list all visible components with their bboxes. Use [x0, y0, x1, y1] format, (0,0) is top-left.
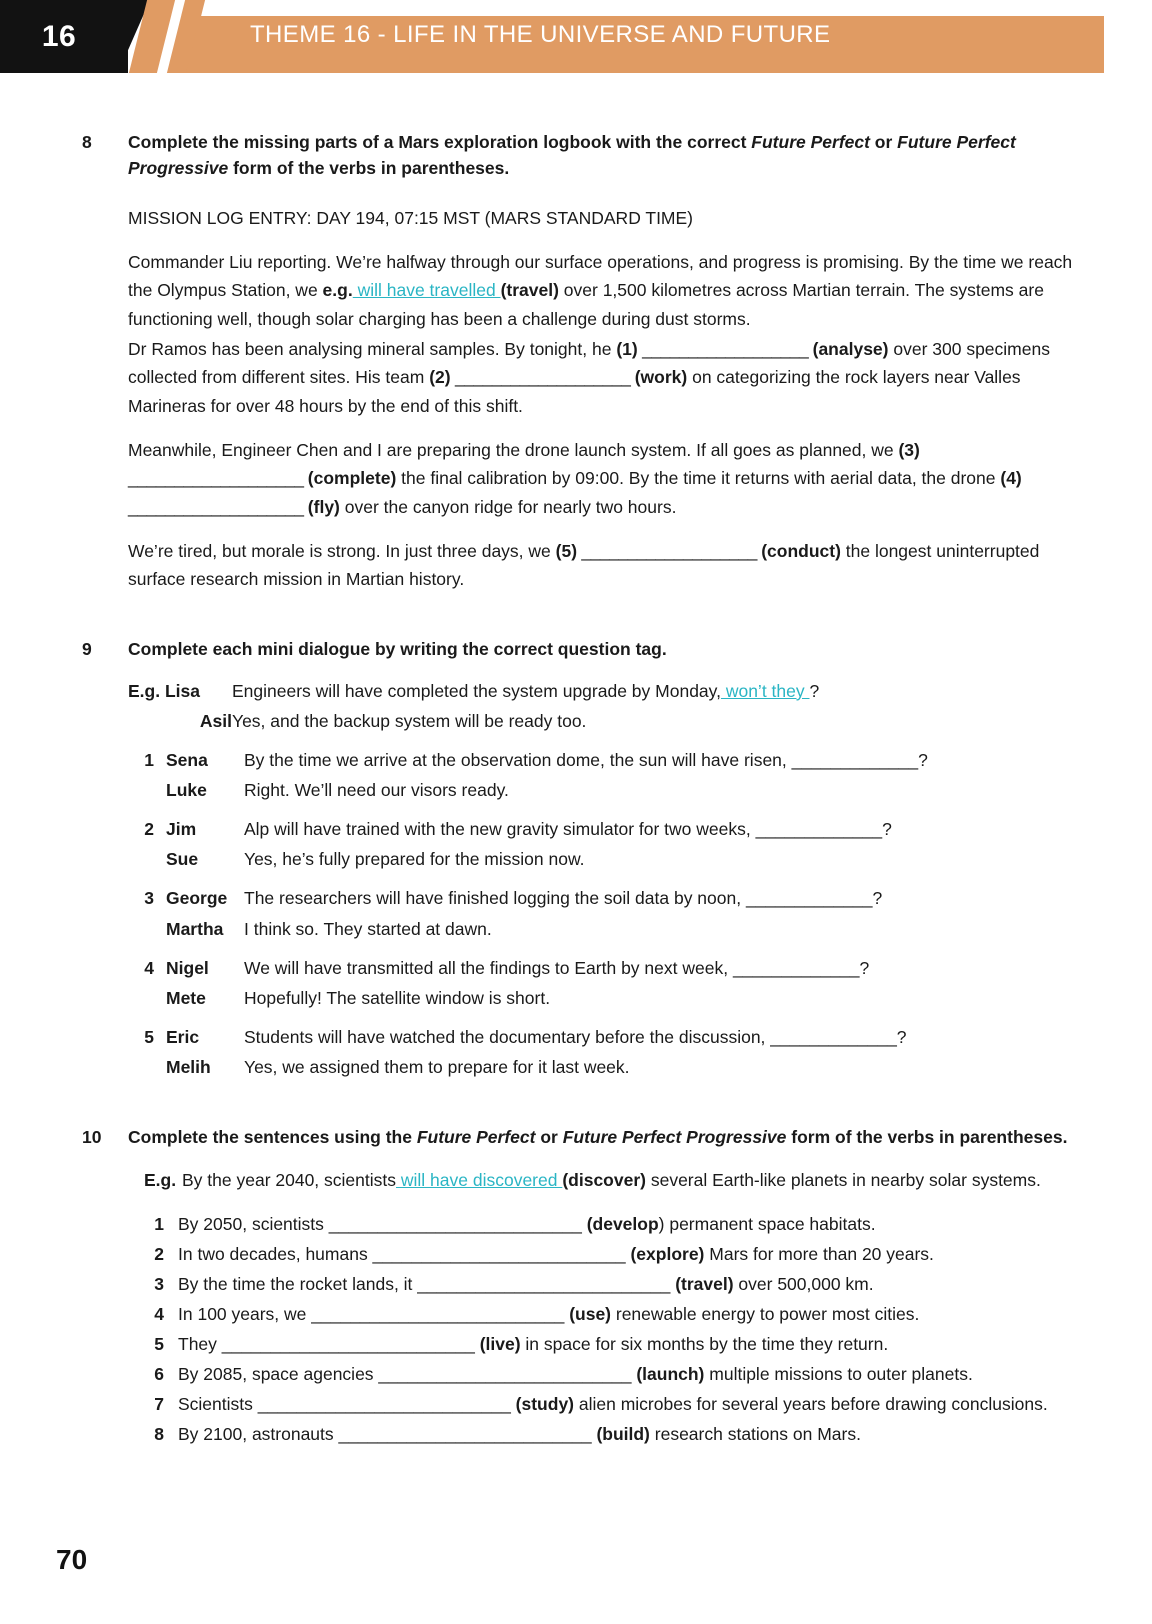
ex10-item-7-number: 7: [154, 1394, 164, 1415]
ex10-item-4-number: 4: [154, 1303, 164, 1324]
ex10-item-1-number: 1: [154, 1213, 164, 1234]
p4-verb-5: (conduct): [761, 540, 841, 561]
ex10-item-1-verb: (develop: [586, 1213, 659, 1234]
ex10-item-3-b: over 500,000 km.: [733, 1273, 874, 1294]
p2-item-1-number: (1): [616, 338, 638, 359]
dialogue-item-4-text-2: Hopefully! The satellite window is short.: [244, 987, 551, 1008]
dialogue-item-2-text-2: Yes, he’s fully prepared for the mission now.: [244, 849, 585, 870]
ex10-eg-a: By the year 2040, scientists: [182, 1170, 396, 1191]
ex10-item-6-number: 6: [154, 1364, 164, 1385]
exercise-10-body: [128, 1166, 1096, 1449]
eg-speaker-2: Asil: [199, 710, 232, 731]
ex10-instr-part2: form of the verbs in parentheses.: [786, 1127, 1068, 1147]
ex10-item-5-verb: (live): [479, 1333, 521, 1354]
ex10-item-7-verb: (study): [515, 1394, 574, 1415]
ex10-instr-italic1: Future Perfect: [416, 1127, 536, 1147]
ex10-item-3-number: 3: [154, 1273, 164, 1294]
dialogue-item-5-number: 5: [144, 1026, 154, 1047]
exercise-9: [82, 636, 1096, 1082]
ex10-item-5-text[interactable]: [178, 1329, 1096, 1359]
ex10-item-8: [128, 1419, 1096, 1449]
ex10-item-1-text[interactable]: [178, 1209, 1096, 1239]
dialogue-item-3-text-2: I think so. They started at dawn.: [244, 918, 492, 939]
dialogue-item-2-line-2: [128, 844, 1096, 874]
ex10-item-1-b: ) permanent space habitats.: [658, 1213, 876, 1234]
p1-example-answer: will have travelled: [352, 280, 501, 301]
ex10-item-7: [128, 1389, 1096, 1419]
ex10-item-3-a: By the time the rocket lands, it __________________________: [178, 1273, 676, 1294]
dialogue-item-5-line-1: [128, 1022, 1096, 1052]
dialogue-item-2-speaker-1: Jim: [166, 819, 197, 840]
ex10-example-text: [182, 1166, 1041, 1194]
page-title: THEME 16 - LIFE IN THE UNIVERSE AND FUTURE: [250, 21, 831, 48]
log-paragraph-3: [128, 436, 1096, 521]
section-spacer-1: [82, 594, 1096, 636]
dialogue-item-3-speaker-1: George: [166, 888, 228, 909]
dialogue-item-4-line-1: [128, 953, 1096, 983]
exercise-9-heading: [82, 636, 1096, 662]
p3-text-a: Meanwhile, Engineer Chen and I are preparing the drone launch system. If all goes as planned, we: [128, 439, 899, 460]
p3-verb-3: (complete): [307, 468, 397, 489]
ex10-item-1-a: By 2050, scientists __________________________: [178, 1213, 587, 1234]
dialogue-example-line-1: [128, 676, 1096, 706]
dialogue-item-3-speaker-2: Martha: [166, 918, 224, 939]
ex10-item-3: [128, 1269, 1096, 1299]
exercise-10-number: 10: [82, 1127, 102, 1147]
exercise-8: [82, 129, 1096, 594]
ex10-item-8-a: By 2100, astronauts __________________________: [178, 1424, 597, 1445]
ex10-item-6-text[interactable]: [178, 1359, 1096, 1389]
p1-verb: (travel): [500, 280, 559, 301]
exercise-8-body: [128, 204, 1096, 594]
exercise-9-instruction: Complete each mini dialogue by writing the correct question tag.: [128, 638, 667, 659]
p3-verb-4: (fly): [307, 496, 340, 517]
dialogue-item-3-number: 3: [144, 888, 154, 909]
p2-text-c: on categorizing the rock layers near Valles Marineras for over 48 hours by the end of this shift.: [128, 367, 1021, 416]
p4-text-a: We’re tired, but morale is strong. In just three days, we: [128, 540, 556, 561]
dialogue-item-2-number: 2: [144, 819, 154, 840]
eg-line-2-text: Yes, and the backup system will be ready too.: [232, 710, 587, 731]
dialogue-item-5-text-1[interactable]: Students will have watched the documentary before the discussion, _____________?: [244, 1026, 907, 1047]
ex10-item-4-a: In 100 years, we __________________________: [178, 1303, 570, 1324]
dialogue-item-4-line-2: [128, 983, 1096, 1013]
eg-line-1-answer: won’t they: [720, 680, 810, 701]
ex10-item-8-b: research stations on Mars.: [649, 1424, 861, 1445]
dialogue-item-2-speaker-2: Sue: [166, 849, 199, 870]
exercise-9-number: 9: [82, 638, 92, 659]
ex8-instr-italic2: Future Perfect Progressive: [128, 132, 1016, 179]
dialogue-item-4-text-1[interactable]: We will have transmitted all the findings to Earth by next week, _____________?: [244, 957, 870, 978]
p1-eg-label: e.g.: [322, 280, 353, 301]
ex10-item-5-b: in space for six months by the time they return.: [520, 1333, 889, 1354]
eg-line-1-a: Engineers will have completed the system upgrade by Monday,: [232, 680, 721, 701]
dialogue-item-1-number: 1: [144, 750, 154, 771]
ex10-example-label: E.g.: [144, 1170, 177, 1191]
dialogue-item-1-speaker-1: Sena: [166, 750, 208, 771]
p1-text-a: Commander Liu reporting. We’re halfway through our surface operations, and progress is promising. By the time we reach the Olympus Station, we: [128, 251, 1073, 301]
exercise-8-number: 8: [82, 132, 92, 152]
theme-number: 16: [41, 19, 77, 53]
ex10-item-2-number: 2: [154, 1243, 164, 1264]
dialogue-example-line-2: [128, 706, 1096, 736]
ex10-item-4-verb: (use): [569, 1303, 611, 1324]
example-label: [128, 676, 232, 706]
exercise-10-heading: [82, 1124, 1096, 1150]
ex10-item-3-text[interactable]: [178, 1269, 1096, 1299]
dialogue-item-4-speaker-2: Mete: [166, 987, 206, 1008]
dialogue-item-1: [128, 745, 1096, 805]
ex10-item-2-a: In two decades, humans __________________________: [178, 1243, 631, 1264]
ex10-item-8-number: 8: [154, 1424, 164, 1445]
page-number: 70: [56, 1544, 88, 1575]
ex10-item-6-a: By 2085, space agencies __________________________: [178, 1364, 637, 1385]
ex10-eg-verb: (discover): [562, 1170, 646, 1191]
exercise-9-dialogues: [128, 676, 1096, 1082]
ex8-instr-italic1: Future Perfect: [751, 132, 870, 152]
p3-text-b: the final calibration by 09:00. By the time it returns with aerial data, the drone: [396, 468, 1001, 489]
dialogue-item-1-line-1: [128, 745, 1096, 775]
ex10-item-8-verb: (build): [596, 1424, 650, 1445]
ex10-instr-part1: Complete the sentences using the: [128, 1127, 417, 1147]
ex10-instr-mid: or: [535, 1127, 563, 1147]
dialogue-item-5-speaker-2: Melih: [166, 1056, 211, 1077]
ex10-item-1: [128, 1209, 1096, 1239]
exercise-8-instruction: [128, 129, 1096, 182]
ex10-eg-answer: will have discovered: [396, 1170, 563, 1191]
ex10-item-8-text[interactable]: [178, 1419, 1096, 1449]
ex10-item-5-number: 5: [154, 1333, 164, 1354]
ex10-item-2-verb: (explore): [630, 1243, 705, 1264]
dialogue-item-4-speaker-1: Nigel: [166, 957, 209, 978]
ex10-item-7-text[interactable]: [178, 1389, 1096, 1419]
dialogue-item-5-speaker-1: Eric: [166, 1026, 200, 1047]
ex8-instr-part1: Complete the missing parts of a Mars exploration logbook with the correct: [128, 132, 752, 152]
ex10-item-7-a: Scientists __________________________: [178, 1394, 516, 1415]
dialogue-item-1-text-1[interactable]: By the time we arrive at the observation dome, the sun will have risen, _____________?: [244, 750, 928, 771]
dialogue-item-3-line-1: [128, 883, 1096, 913]
dialogue-item-3: [128, 883, 1096, 943]
ex10-item-5-a: They __________________________: [178, 1333, 480, 1354]
p2-verb-2: (work): [634, 367, 688, 388]
dialogue-item-5-line-2: [128, 1052, 1096, 1082]
eg-text: E.g.: [128, 680, 161, 701]
ex10-eg-b: several Earth-like planets in nearby solar systems.: [645, 1170, 1041, 1191]
dialogue-item-1-speaker-2: Luke: [166, 780, 207, 801]
ex10-item-4-text[interactable]: [178, 1299, 1096, 1329]
p4-item-5-number: (5): [555, 540, 578, 561]
ex10-item-2: [128, 1239, 1096, 1269]
p4-text-b: the longest uninterrupted surface research mission in Martian history.: [128, 540, 1040, 590]
ex10-item-3-verb: (travel): [675, 1273, 734, 1294]
dialogue-item-2-text-1[interactable]: Alp will have trained with the new gravity simulator for two weeks, _____________?: [244, 819, 892, 840]
ex10-instr-italic2: Future Perfect Progressive: [562, 1127, 787, 1147]
ex10-item-6: [128, 1359, 1096, 1389]
ex10-item-6-b: multiple missions to outer planets.: [704, 1364, 973, 1385]
dialogue-item-2: [128, 814, 1096, 874]
exercise-10-instruction: [128, 1124, 1096, 1150]
p2-blank-1[interactable]: __________________: [637, 338, 813, 359]
ex10-item-4: [128, 1299, 1096, 1329]
p2-text-b: over 300 specimens collected from different sites. His team: [128, 338, 1050, 388]
ex10-item-4-b: renewable energy to power most cities.: [611, 1303, 920, 1324]
p3-item-4-number: (4): [1000, 468, 1022, 489]
dialogue-item-5: [128, 1022, 1096, 1082]
page-header: [0, 0, 1152, 84]
log-paragraph-4: [128, 537, 1096, 594]
p4-blank-5[interactable]: ___________________: [577, 540, 762, 561]
ex10-item-2-text[interactable]: [178, 1239, 1096, 1269]
dialogue-item-3-line-2: [128, 914, 1096, 944]
dialogue-item-5-text-2: Yes, we assigned them to prepare for it last week.: [244, 1056, 630, 1077]
dialogue-item-1-text-2: Right. We’ll need our visors ready.: [244, 780, 509, 801]
p2-text-a: Dr Ramos has been analysing mineral samples. By tonight, he: [128, 338, 617, 359]
p3-blank-3[interactable]: ___________________: [128, 468, 308, 489]
p3-blank-4[interactable]: ___________________: [128, 496, 308, 517]
dialogue-item-1-line-2: [128, 775, 1096, 805]
p2-item-2-number: (2): [429, 367, 451, 388]
log-paragraph-2: [128, 335, 1096, 420]
ex8-instr-mid: or: [869, 132, 898, 152]
ex10-item-2-b: Mars for more than 20 years.: [704, 1243, 934, 1264]
ex8-instr-part2: form of the verbs in parentheses.: [228, 158, 510, 179]
ex10-item-6-verb: (launch): [636, 1364, 705, 1385]
dialogue-item-4-number: 4: [144, 957, 154, 978]
exercise-10: [82, 1124, 1096, 1449]
dialogue-item-4: [128, 953, 1096, 1013]
section-spacer-2: [82, 1082, 1096, 1124]
exercise-10-example: [144, 1166, 1096, 1194]
dialogue-item-3-text-1[interactable]: The researchers will have finished logging the soil data by noon, _____________?: [244, 888, 883, 909]
p2-verb-1: (analyse): [812, 338, 889, 359]
log-paragraph-1: [128, 248, 1096, 333]
dialogue-item-2-line-1: [128, 814, 1096, 844]
ex10-item-7-b: alien microbes for several years before drawing conclusions.: [574, 1394, 1048, 1415]
eg-line-1-text: [232, 676, 1096, 706]
p3-item-3-number: (3): [898, 439, 920, 460]
eg-speaker-1: Lisa: [164, 680, 200, 701]
exercise-8-heading: [82, 129, 1096, 182]
p3-text-c: over the canyon ridge for nearly two hours.: [339, 496, 677, 517]
p2-blank-2[interactable]: ___________________: [450, 367, 635, 388]
eg-line-1-b: ?: [809, 680, 820, 701]
page-content: [0, 84, 1152, 1449]
p1-text-b: over 1,500 kilometres across Martian terrain. The systems are functioning well, though solar charging has been a challenge during dust storms.: [128, 280, 1044, 329]
ex10-item-5: [128, 1329, 1096, 1359]
mission-log-header: MISSION LOG ENTRY: DAY 194, 07:15 MST (MARS STANDARD TIME): [128, 207, 694, 228]
exercise-10-items: [128, 1209, 1096, 1450]
